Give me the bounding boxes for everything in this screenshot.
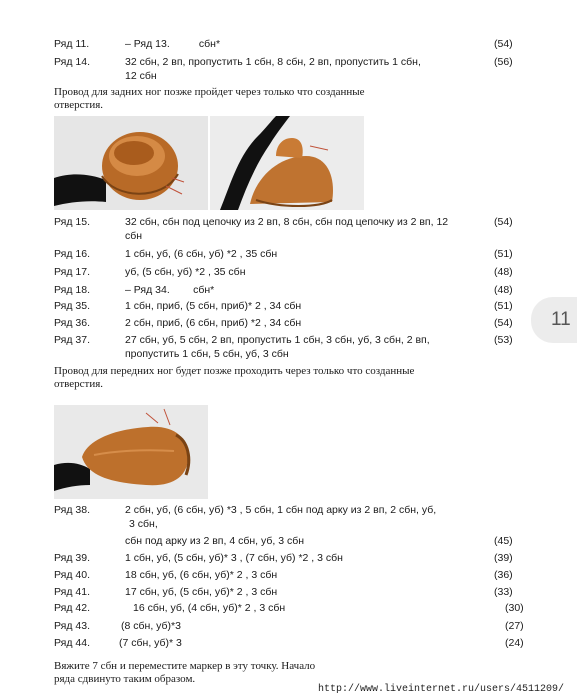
row-text: 2 сбн, приб, (6 сбн, приб) *2 , 34 сбн: [125, 317, 302, 329]
row-text: 27 сбн, уб, 5 сбн, 2 вп, пропустить 1 сбн, 3 сбн, уб, 3 сбн, 2 вп,: [125, 334, 430, 346]
row-text: пропустить 1 сбн, 5 сбн, уб, 3 сбн: [125, 348, 289, 360]
row-count: (27): [505, 620, 524, 632]
row-text: 3 сбн,: [129, 518, 158, 530]
note-line: ряда сдвинуто таким образом.: [54, 673, 196, 685]
row-text: 16 сбн, уб, (4 сбн, уб)* 2 , 3 сбн: [133, 602, 286, 614]
row-text: – Ряд 13. сбн*: [125, 38, 221, 50]
row-label: Ряд 14.: [54, 56, 90, 68]
page-number-tab: [531, 297, 577, 343]
row-text: сбн: [125, 230, 143, 242]
row-label: Ряд 15.: [54, 216, 90, 228]
row-text: 18 сбн, уб, (6 сбн, уб)* 2 , 3 сбн: [125, 569, 278, 581]
page-number: 11: [551, 309, 571, 330]
row-label: Ряд 37.: [54, 334, 90, 346]
note-marker-shift: [54, 660, 484, 686]
body-inside-illustration: [54, 116, 208, 210]
row-label: Ряд 42.: [54, 602, 90, 614]
row-count: (36): [494, 569, 513, 581]
row-label: Ряд 44.: [54, 637, 90, 649]
note-line: отверстия.: [54, 99, 104, 111]
note-back-legs: [54, 86, 484, 112]
body-side-illustration: [54, 405, 208, 499]
row-text: 1 сбн, уб, (6 сбн, уб) *2 , 35 сбн: [125, 248, 278, 260]
row-label: Ряд 39.: [54, 552, 90, 564]
row-count: (54): [494, 216, 513, 228]
row-label: Ряд 18.: [54, 284, 90, 296]
note-line: Вяжите 7 сбн и переместите маркер в эту точку. Начало: [54, 660, 316, 672]
row-count: (48): [494, 266, 513, 278]
row-label: Ряд 43.: [54, 620, 90, 632]
row-count: (53): [494, 334, 513, 346]
row-text: – Ряд 34. сбн*: [125, 284, 215, 296]
row-count: (30): [505, 602, 524, 614]
row-count: (33): [494, 586, 513, 598]
row-text: (7 сбн, уб)* 3: [119, 637, 182, 649]
row-label: Ряд 17.: [54, 266, 90, 278]
row-label: Ряд 38.: [54, 504, 90, 516]
row-label: Ряд 35.: [54, 300, 90, 312]
row-count: (39): [494, 552, 513, 564]
photo-body-side: [54, 405, 208, 499]
row-text: сбн под арку из 2 вп, 4 сбн, уб, 3 сбн: [125, 535, 305, 547]
row-text: (8 сбн, уб)*3: [121, 620, 181, 632]
photo-body-inside: [54, 116, 208, 210]
note-line: Провод для задних ног позже пройдет через только что созданные: [54, 86, 365, 98]
row-label: Ряд 41.: [54, 586, 90, 598]
body-wire-illustration: [210, 116, 364, 210]
footer-url: http://www.liveinternet.ru/users/4511209/: [318, 684, 565, 695]
row-text: 17 сбн, уб, (5 сбн, уб)* 2 , 3 сбн: [125, 586, 278, 598]
row-label: Ряд 40.: [54, 569, 90, 581]
row-count: (56): [494, 56, 513, 68]
row-count: (51): [494, 248, 513, 260]
row-count: (45): [494, 535, 513, 547]
row-count: (48): [494, 284, 513, 296]
note-line: Провод для передних ног будет позже проходить через только что созданные: [54, 365, 415, 377]
note-front-legs: [54, 365, 494, 391]
row-label: Ряд 11.: [54, 38, 90, 50]
row-text: 1 сбн, приб, (5 сбн, приб)* 2 , 34 сбн: [125, 300, 302, 312]
row-text: 12 сбн: [125, 70, 157, 82]
row-text: 2 сбн, уб, (6 сбн, уб) *3 , 5 сбн, 1 сбн под арку из 2 вп, 2 сбн, уб,: [125, 504, 437, 516]
row-label: Ряд 36.: [54, 317, 90, 329]
row-count: (51): [494, 300, 513, 312]
row-count: (54): [494, 317, 513, 329]
row-count: (24): [505, 637, 524, 649]
row-count: (54): [494, 38, 513, 50]
note-line: отверстия.: [54, 378, 104, 390]
row-text: 32 сбн, 2 вп, пропустить 1 сбн, 8 сбн, 2 вп, пропустить 1 сбн,: [125, 56, 421, 68]
photo-body-wire: [210, 116, 364, 210]
row-text: 1 сбн, уб, (5 сбн, уб)* 3 , (7 сбн, уб) *2 , 3 сбн: [125, 552, 343, 564]
row-text: уб, (5 сбн, уб) *2 , 35 сбн: [125, 266, 246, 278]
row-label: Ряд 16.: [54, 248, 90, 260]
row-text: 32 сбн, сбн под цепочку из 2 вп, 8 сбн, сбн под цепочку из 2 вп, 12: [125, 216, 449, 228]
